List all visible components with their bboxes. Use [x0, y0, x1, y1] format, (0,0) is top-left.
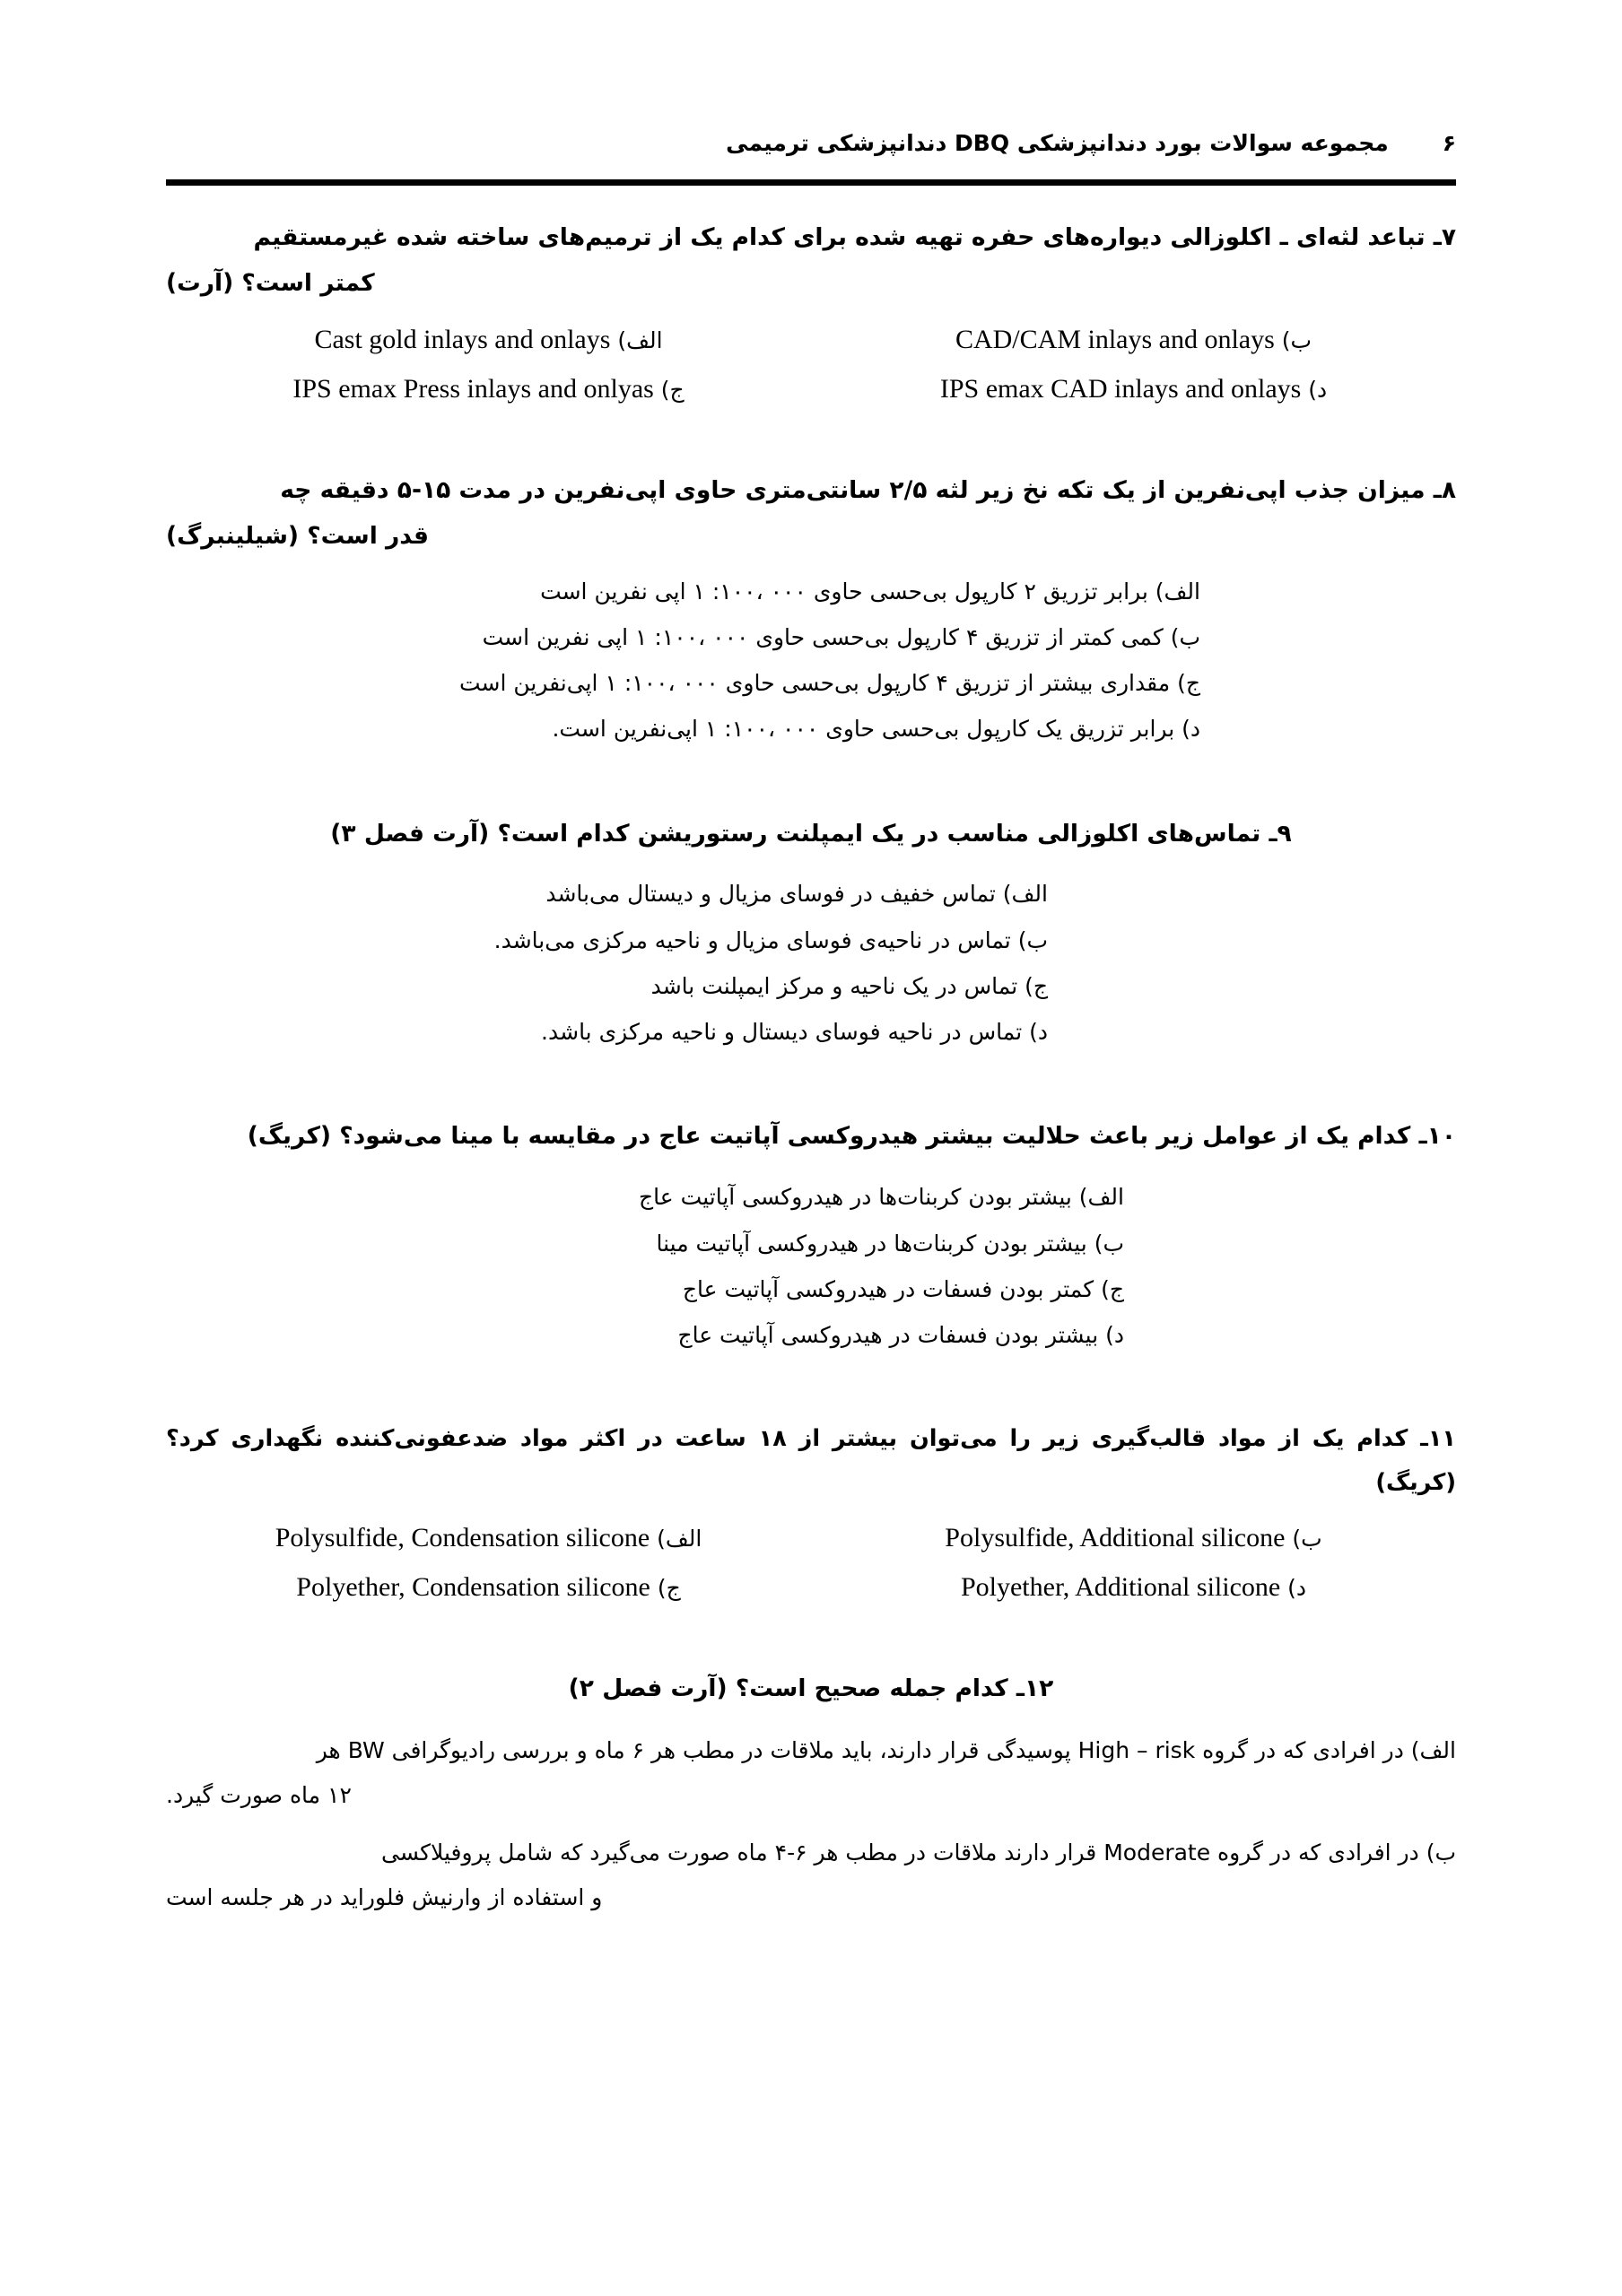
- option-11-c[interactable]: ج) Polyether, Condensation silicone: [296, 1572, 681, 1603]
- question-7-stem-line-2: کمتر است؟ (آرت): [166, 268, 375, 297]
- option-11-b[interactable]: ب) Polysulfide, Additional silicone: [945, 1523, 1322, 1553]
- option-12-a-line-2[interactable]: ۱۲ ماه صورت گیرد.: [166, 1782, 352, 1809]
- question-7-options-row-1: [166, 319, 1456, 360]
- question-9-options: [166, 871, 1456, 1055]
- option-11-a-label: الف: [665, 1526, 702, 1552]
- book-title: مجموعه سوالات بورد دندانپزشکی DBQ دندانپزشکی ترمیمی: [726, 130, 1389, 156]
- question-10: [166, 1114, 1456, 1358]
- spacer: [166, 1055, 1456, 1114]
- question-8: [166, 468, 1456, 752]
- question-12: [166, 1666, 1456, 1920]
- option-12-b-line-2[interactable]: و استفاده از وارنیش فلوراید در هر جلسه است: [166, 1884, 603, 1911]
- question-11: [166, 1417, 1456, 1607]
- option-10-b[interactable]: ب) بیشتر بودن کربنات‌ها در هیدروکسی آپاتیت مینا: [656, 1230, 1124, 1257]
- option-12-b-line-1[interactable]: ب) در افرادی که در گروه Moderate قرار دارند ملاقات در مطب هر ۶-۴ ماه صورت می‌گیرد که شامل پروفیلاکسی: [381, 1839, 1456, 1866]
- spacer: [166, 1358, 1456, 1417]
- option-12-a-line-1[interactable]: الف) در افرادی که در گروه High – risk پوسیدگی قرار دارند، باید ملاقات در مطب هر ۶ ماه و بررسی رادیوگرافی BW هر: [316, 1737, 1456, 1764]
- option-11-c-label: ج: [666, 1575, 681, 1602]
- option-9-c[interactable]: ج) تماس در یک ناحیه و مرکز ایمپلنت باشد: [650, 972, 1048, 999]
- option-7-d-text: IPS emax CAD inlays and onlays: [939, 373, 1302, 404]
- spacer: [166, 1607, 1456, 1666]
- question-8-stem-line-1: ۸ـ میزان جذب اپی‌نفرین از یک تکه نخ زیر لثه ۲/۵ سانتی‌متری حاوی اپی‌نفرین در مدت ۱۵-۵ دقیقه چه: [280, 475, 1456, 504]
- option-7-b-label: ب: [1290, 326, 1312, 353]
- option-7-c-label: ج: [669, 376, 685, 403]
- option-8-c[interactable]: ج) مقداری بیشتر از تزریق ۴ کارپول بی‌حسی حاوی ۰۰۰ ،۱۰۰: ۱ اپی‌نفرین است: [458, 670, 1200, 696]
- question-11-options-row-2: [166, 1567, 1456, 1607]
- question-9-stem: ۹ـ تماس‌های اکلوزالی مناسب در یک ایمپلنت رستوریشن کدام است؟ (آرت فصل ۳): [330, 819, 1292, 848]
- option-7-b-text: CAD/CAM inlays and onlays: [955, 324, 1275, 354]
- page-number: ۶: [1442, 130, 1456, 156]
- question-7: [166, 215, 1456, 409]
- option-11-b-label: ب: [1301, 1526, 1322, 1552]
- question-12-options: [166, 1728, 1456, 1920]
- questions-container: [166, 215, 1456, 1920]
- option-7-c-text: IPS emax Press inlays and onlyas: [292, 373, 654, 404]
- option-9-b[interactable]: ب) تماس در ناحیه‌ی فوسای مزیال و ناحیه مرکزی می‌باشد.: [493, 926, 1048, 953]
- option-9-d[interactable]: د) تماس در ناحیه فوسای دیستال و ناحیه مرکزی باشد.: [541, 1019, 1048, 1046]
- option-7-d[interactable]: د) IPS emax CAD inlays and onlays: [939, 373, 1328, 404]
- question-8-stem-line-2: قدر است؟ (شیلینبرگ): [166, 521, 429, 550]
- question-11-stem: ۱۱ـ کدام یک از مواد قالب‌گیری زیر را می‌توان بیشتر از ۱۸ ساعت در اکثر مواد ضدعفونی‌کننده نگهداری کرد؟ (کریگ): [166, 1425, 1456, 1497]
- question-10-options: [166, 1174, 1456, 1358]
- option-11-d-label: د: [1295, 1575, 1307, 1602]
- option-8-b[interactable]: ب) کمی کمتر از تزریق ۴ کارپول بی‌حسی حاوی ۰۰۰ ،۱۰۰: ۱ اپی نفرین است: [482, 623, 1200, 650]
- option-11-a-text: Polysulfide, Condensation silicone: [275, 1523, 650, 1553]
- option-11-b-text: Polysulfide, Additional silicone: [945, 1523, 1286, 1553]
- question-9: [166, 812, 1456, 1056]
- option-9-a[interactable]: الف) تماس خفیف در فوسای مزیال و دیستال می‌باشد: [545, 881, 1048, 908]
- header-divider: [166, 179, 1456, 186]
- option-10-a[interactable]: الف) بیشتر بودن کربنات‌ها در هیدروکسی آپاتیت عاج: [639, 1184, 1124, 1211]
- spacer: [166, 409, 1456, 468]
- spacer: [166, 1818, 1456, 1831]
- option-7-c[interactable]: ج) IPS emax Press inlays and onlyas: [292, 373, 685, 404]
- question-8-options: [166, 569, 1456, 752]
- option-11-d[interactable]: د) Polyether, Additional silicone: [960, 1572, 1307, 1603]
- spacer: [166, 752, 1456, 812]
- option-8-a[interactable]: الف) برابر تزریق ۲ کارپول بی‌حسی حاوی ۰۰۰ ،۱۰۰: ۱ اپی نفرین است: [540, 578, 1200, 604]
- option-10-c[interactable]: ج) کمتر بودن فسفات در هیدروکسی آپاتیت عاج: [682, 1275, 1124, 1302]
- option-7-b[interactable]: ب) CAD/CAM inlays and onlays: [955, 324, 1312, 354]
- option-11-d-text: Polyether, Additional silicone: [960, 1572, 1281, 1603]
- question-7-options-row-2: [166, 369, 1456, 409]
- option-7-a[interactable]: الف) Cast gold inlays and onlays: [314, 324, 663, 354]
- option-7-a-label: الف: [626, 326, 663, 353]
- question-7-stem-line-1: ۷ـ تباعد لثه‌ای ـ اکلوزالی دیواره‌های حفره تهیه شده برای کدام یک از ترمیم‌های ساخته شده غیرمستقیم: [253, 223, 1456, 251]
- option-7-d-label: د: [1317, 376, 1328, 403]
- option-10-d[interactable]: د) بیشتر بودن فسفات در هیدروکسی آپاتیت عاج: [677, 1322, 1124, 1348]
- option-11-a[interactable]: الف) Polysulfide, Condensation silicone: [275, 1523, 702, 1553]
- question-10-stem: ۱۰ـ کدام یک از عوامل زیر باعث حلالیت بیشتر هیدروکسی آپاتیت عاج در مقایسه با مینا می‌شود؟ (کریگ): [247, 1122, 1456, 1151]
- question-11-options-row-1: [166, 1518, 1456, 1558]
- question-12-stem: ۱۲ـ کدام جمله صحیح است؟ (آرت فصل ۲): [568, 1674, 1054, 1703]
- option-11-c-text: Polyether, Condensation silicone: [296, 1572, 650, 1603]
- option-8-d[interactable]: د) برابر تزریق یک کارپول بی‌حسی حاوی ۰۰۰ ،۱۰۰: ۱ اپی‌نفرین است.: [552, 716, 1200, 743]
- page-header: [166, 130, 1456, 170]
- option-7-a-text: Cast gold inlays and onlays: [314, 324, 611, 354]
